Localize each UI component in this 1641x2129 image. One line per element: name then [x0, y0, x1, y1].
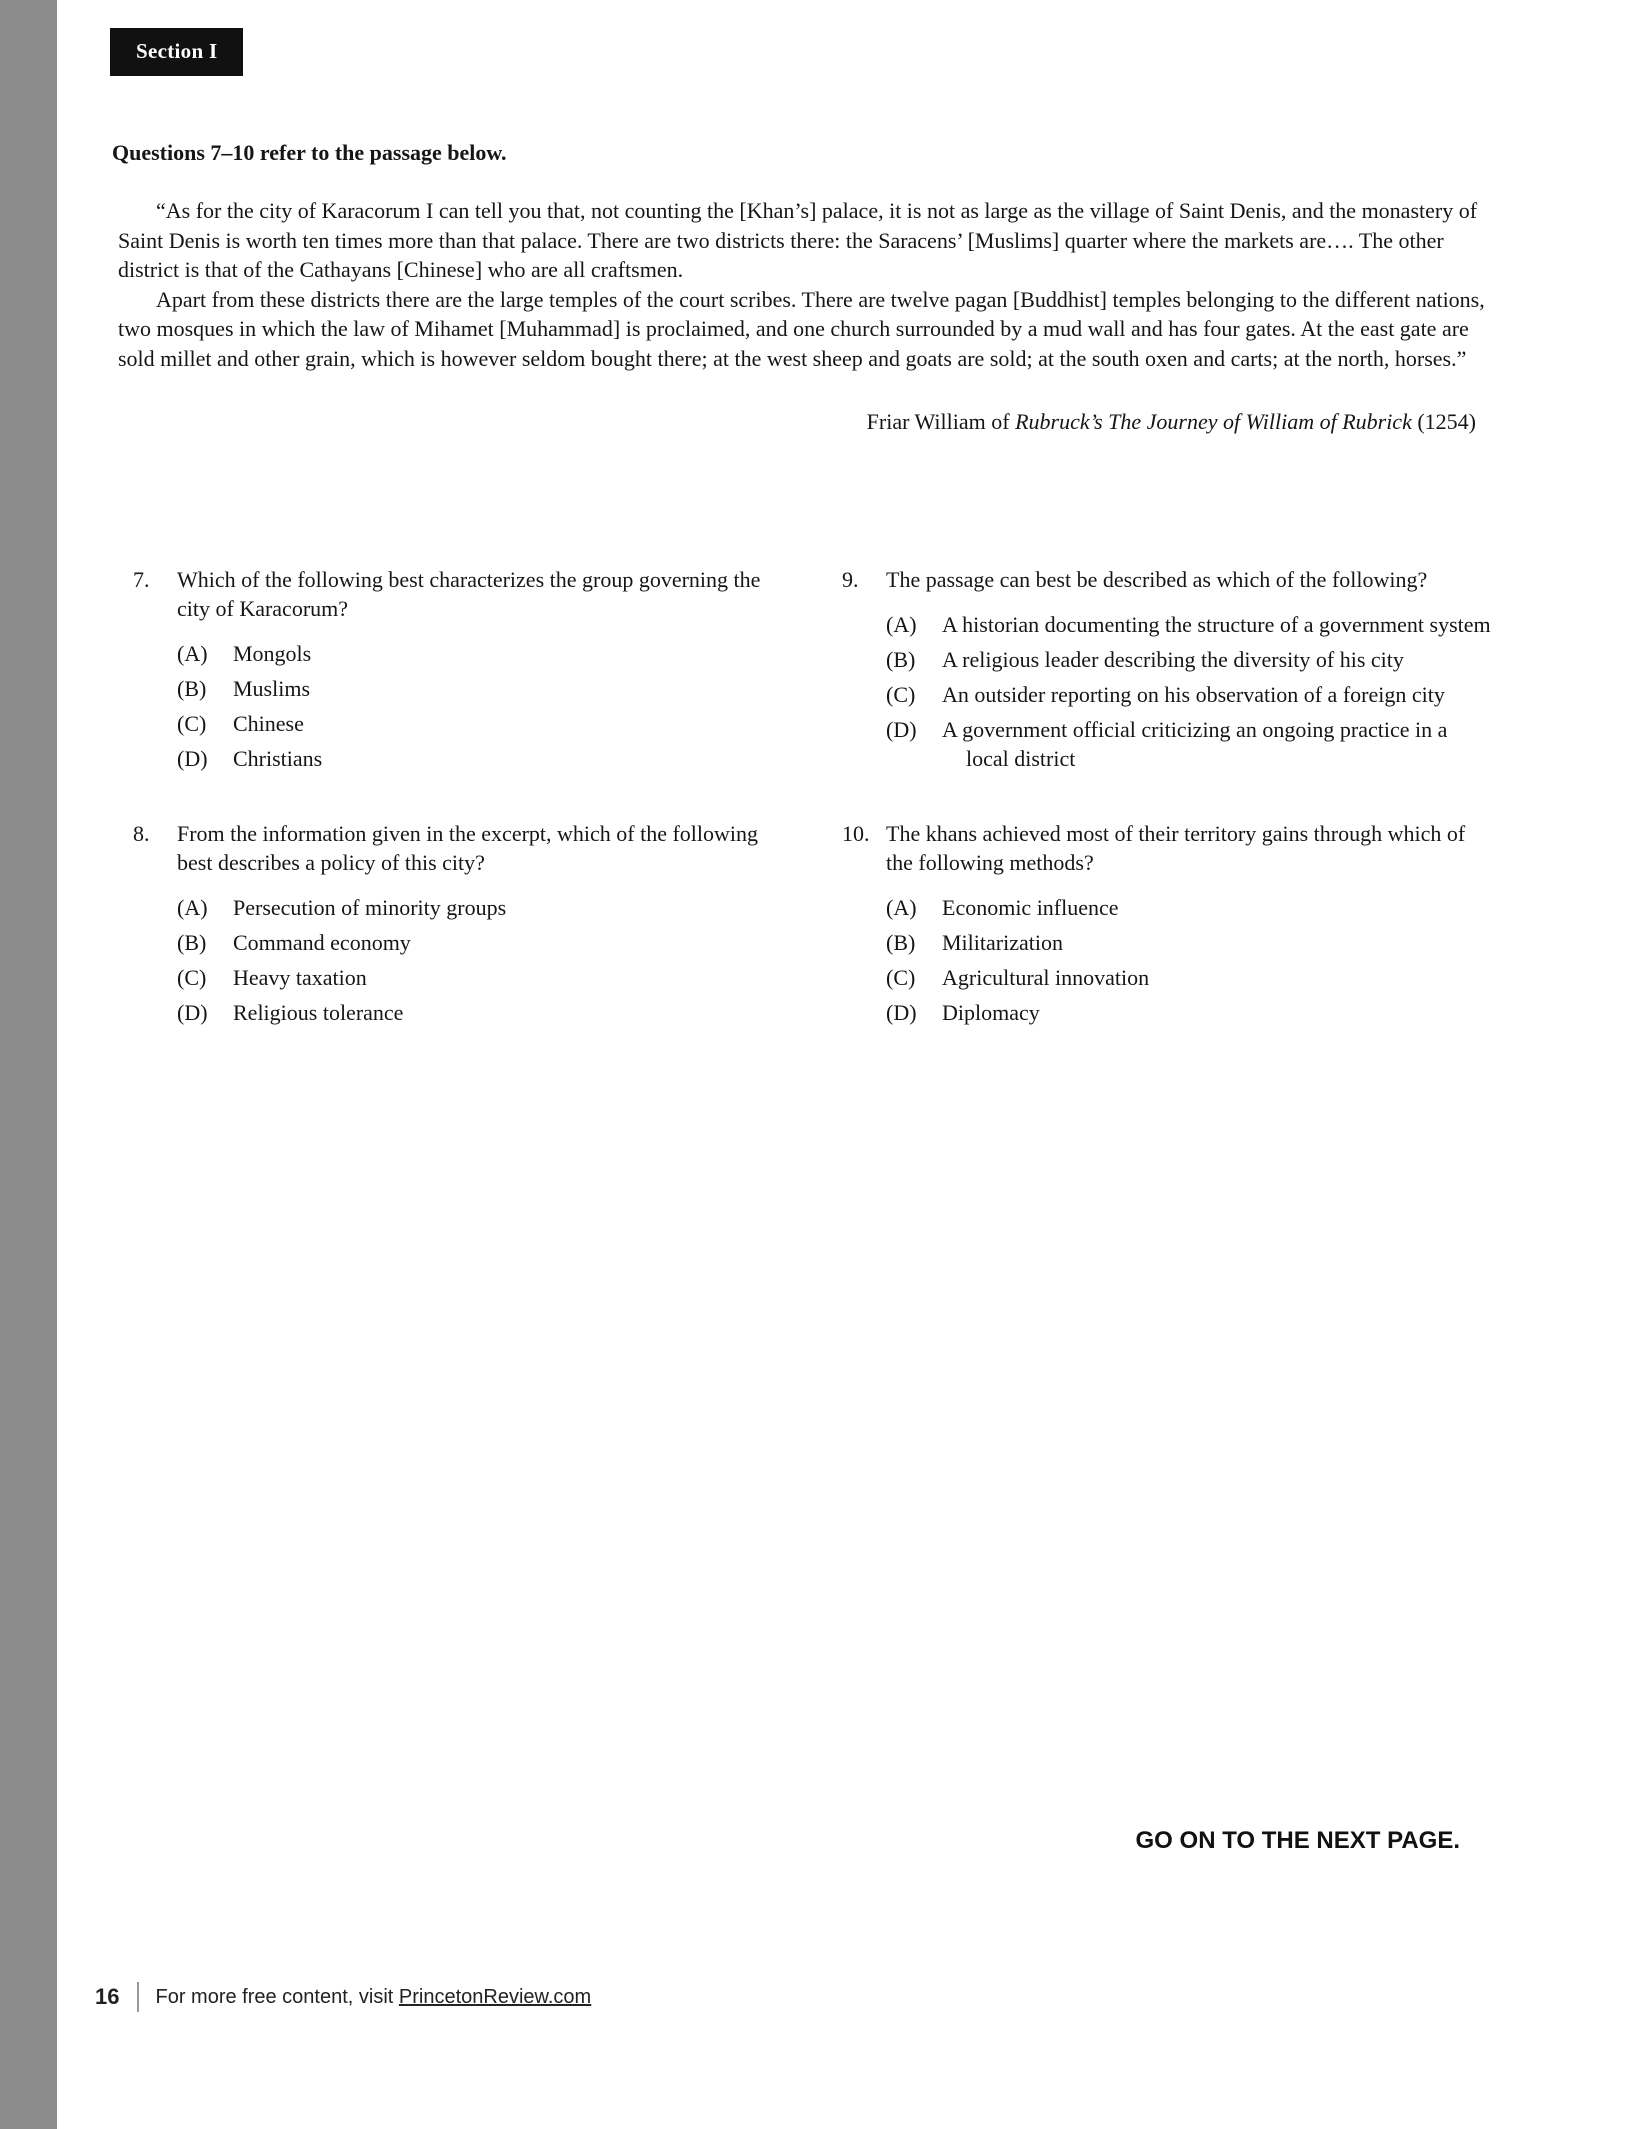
choice-row: [177, 709, 773, 738]
question-number: 8.: [133, 821, 150, 846]
question-10: [842, 819, 1492, 1033]
choice-row: [886, 928, 1492, 957]
choice-row: [886, 645, 1492, 674]
question-text: The khans achieved most of their territory gains through which of the following methods?: [886, 821, 1466, 875]
choice-label: (C): [177, 965, 207, 990]
choice-row: [886, 893, 1492, 922]
choice-text: A historian documenting the structure of a government system: [942, 612, 1491, 637]
choice-label: (A): [886, 612, 917, 637]
footer-note: For more free content, visit PrincetonReview.com: [155, 1985, 592, 2008]
choice-label: (A): [886, 895, 917, 920]
question-number: 9.: [842, 567, 859, 592]
choice-row: [177, 674, 773, 703]
choice-label: (A): [177, 895, 208, 920]
questions-left-column: [133, 565, 773, 1033]
footer-divider: [137, 1982, 139, 2012]
go-on-next-page-text: GO ON TO THE NEXT PAGE.: [1135, 1827, 1460, 1854]
choice-label: (B): [177, 930, 207, 955]
section-label: Section I: [110, 28, 243, 76]
passage: [118, 196, 1490, 437]
question-number: 7.: [133, 567, 150, 592]
choice-label: (D): [177, 1000, 208, 1025]
choice-text: Command economy: [233, 930, 411, 955]
passage-paragraph-2: Apart from these districts there are the large temples of the court scribes. There are twelve pagan [Buddhist] temples belonging to the different nations, two mosques in which the law of Mihamet [Muhammad] is proclaimed, and one church surrounded by a mud wall and has four gates. At the east gate are sold millet and other grain, which is however seldom bought there; at the west sheep and goats are sold; at the south oxen and carts; at the north, horses.”: [118, 286, 1485, 371]
question-7: [133, 565, 773, 779]
choice-text: Militarization: [942, 930, 1063, 955]
choice-row: [177, 744, 773, 773]
page-footer: [95, 1982, 591, 2012]
choice-label: (C): [886, 965, 916, 990]
question-text: From the information given in the excerpt, which of the following best describes a policy of this city?: [177, 821, 759, 875]
page-gutter-strip: [0, 0, 57, 2129]
choice-row: [177, 893, 773, 922]
choice-text: Economic influence: [942, 895, 1119, 920]
choice-row: [886, 963, 1492, 992]
page-number: 16: [95, 1984, 120, 2009]
choice-label: (B): [886, 930, 916, 955]
choice-text: Religious tolerance: [233, 1000, 404, 1025]
choice-text: Persecution of minority groups: [233, 895, 507, 920]
choice-row: [886, 680, 1492, 709]
choice-row: [177, 928, 773, 957]
choice-row: [177, 963, 773, 992]
choice-text: Diplomacy: [942, 1000, 1040, 1025]
choice-row: [886, 715, 1492, 773]
princeton-review-link[interactable]: PrincetonReview.com: [398, 1985, 592, 2008]
choice-label: (A): [177, 641, 208, 666]
choice-label: (B): [886, 647, 916, 672]
choice-text: Chinese: [233, 711, 304, 736]
choice-label: (B): [177, 676, 207, 701]
choice-label: (D): [886, 1000, 917, 1025]
choice-text: Christians: [233, 746, 323, 771]
passage-paragraph-1: “As for the city of Karacorum I can tell you that, not counting the [Khan’s] palace, it is not as large as the village of Saint Denis, and the monastery of Saint Denis is worth ten times more than that palace. There are two districts there: the Saracens’ [Muslims] quarter where the markets are…. The other district is that of the Cathayans [Chinese] who are all craftsmen.: [118, 198, 1478, 282]
choice-text: Muslims: [233, 676, 311, 701]
question-text: Which of the following best characterizes the group governing the city of Karacorum?: [177, 567, 761, 621]
choice-label: (C): [886, 682, 916, 707]
choice-row: [177, 998, 773, 1027]
attribution-title: Rubruck’s The Journey of William of Rubrick: [1015, 409, 1412, 434]
choice-text: A government official criticizing an ongoing practice in a local district: [942, 717, 1448, 771]
question-8: [133, 819, 773, 1033]
question-number: 10.: [842, 821, 870, 846]
attribution-year: (1254): [1411, 409, 1476, 434]
choice-label: (D): [886, 717, 917, 742]
question-9: [842, 565, 1492, 779]
choice-text: Agricultural innovation: [942, 965, 1150, 990]
choice-label: (D): [177, 746, 208, 771]
choice-row: [886, 998, 1492, 1027]
choice-label: (C): [177, 711, 207, 736]
choice-text: An outsider reporting on his observation of a foreign city: [942, 682, 1445, 707]
passage-instructions: Questions 7–10 refer to the passage below.: [112, 140, 507, 165]
choice-text: A religious leader describing the diversity of his city: [942, 647, 1404, 672]
passage-attribution: [118, 407, 1490, 437]
attribution-prefix: Friar William of: [866, 409, 1016, 434]
choice-text: Mongols: [233, 641, 312, 666]
choice-text: Heavy taxation: [233, 965, 367, 990]
question-text: The passage can best be described as which of the following?: [886, 567, 1428, 592]
questions-right-column: [842, 565, 1492, 1033]
choice-row: [177, 639, 773, 668]
choice-row: [886, 610, 1492, 639]
